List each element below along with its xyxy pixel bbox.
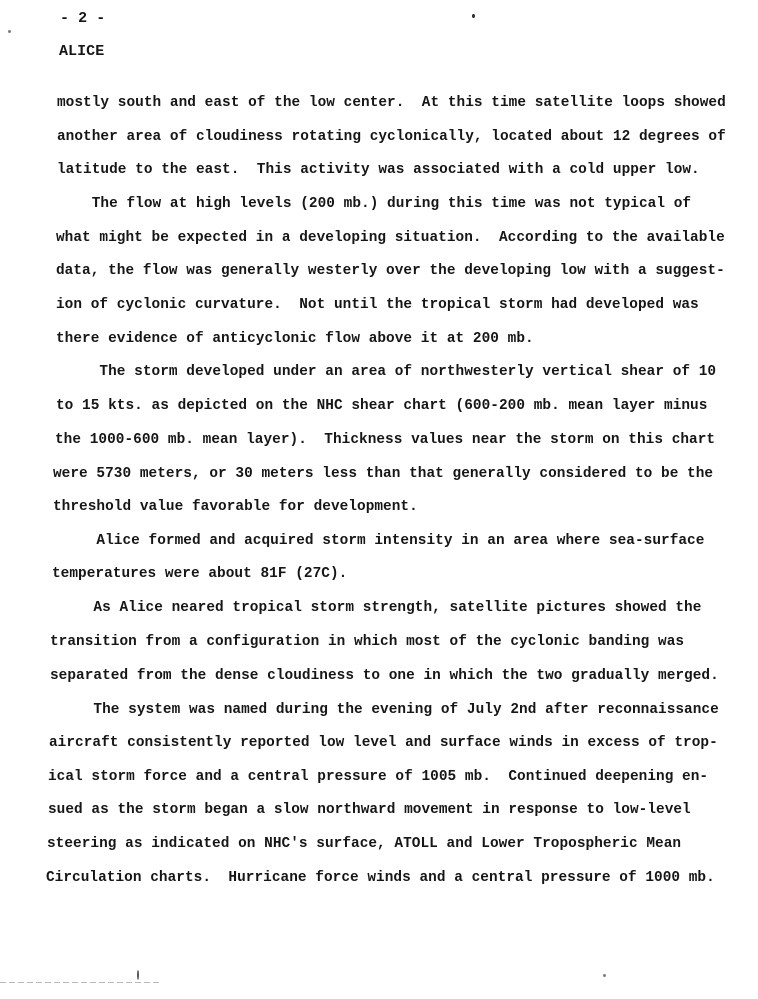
body-line: transition from a configuration in which most of the cyclonic banding was xyxy=(50,634,685,650)
body-line: ical storm force and a central pressure of 1005 mb. Continued deepening en- xyxy=(48,769,709,785)
scan-speck xyxy=(137,970,139,980)
body-line: another area of cloudiness rotating cyclonically, located about 12 degrees of xyxy=(57,129,726,145)
body-line: mostly south and east of the low center. At this time satellite loops showed xyxy=(57,95,726,111)
body-line: ion of cyclonic curvature. Not until the tropical storm had developed was xyxy=(56,297,699,313)
body-line: threshold value favorable for development. xyxy=(53,499,418,515)
body-line: latitude to the east. This activity was associated with a cold upper low. xyxy=(57,162,700,178)
body-line: were 5730 meters, or 30 meters less than that generally considered to be the xyxy=(53,466,714,482)
body-line: Alice formed and acquired storm intensity in an area where sea-surface xyxy=(53,533,705,549)
body-line: there evidence of anticyclonic flow above it at 200 mb. xyxy=(56,331,534,347)
scan-speck xyxy=(472,14,475,18)
body-line: temperatures were about 81F (27C). xyxy=(52,566,348,582)
body-line: The storm developed under an area of northwesterly vertical shear of 10 xyxy=(56,364,717,380)
body-line: data, the flow was generally westerly over the developing low with a suggest- xyxy=(56,263,725,279)
body-line: The flow at high levels (200 mb.) during this time was not typical of xyxy=(57,196,692,212)
body-line: steering as indicated on NHC's surface, ATOLL and Lower Tropospheric Mean xyxy=(47,836,682,852)
page-number: - 2 - xyxy=(60,10,106,27)
scan-speck xyxy=(603,974,606,977)
body-line: what might be expected in a developing situation. According to the available xyxy=(56,230,725,246)
body-line: The system was named during the evening of July 2nd after reconnaissance xyxy=(50,702,719,718)
body-line: to 15 kts. as depicted on the NHC shear chart (600-200 mb. mean layer minus xyxy=(56,398,708,414)
body-line: separated from the dense cloudiness to one in which the two gradually merged. xyxy=(50,668,719,684)
body-line: As Alice neared tropical storm strength, satellite pictures showed the xyxy=(50,600,702,616)
document-title: ALICE xyxy=(59,43,105,60)
body-line: the 1000-600 mb. mean layer). Thickness values near the storm on this chart xyxy=(55,432,716,448)
scan-artifact-line xyxy=(0,982,160,983)
body-line: aircraft consistently reported low level and surface winds in excess of trop- xyxy=(49,735,718,751)
body-line: Circulation charts. Hurricane force winds and a central pressure of 1000 mb. xyxy=(46,870,715,886)
body-line: sued as the storm began a slow northward movement in response to low-level xyxy=(48,802,691,818)
scan-speck xyxy=(8,30,11,33)
